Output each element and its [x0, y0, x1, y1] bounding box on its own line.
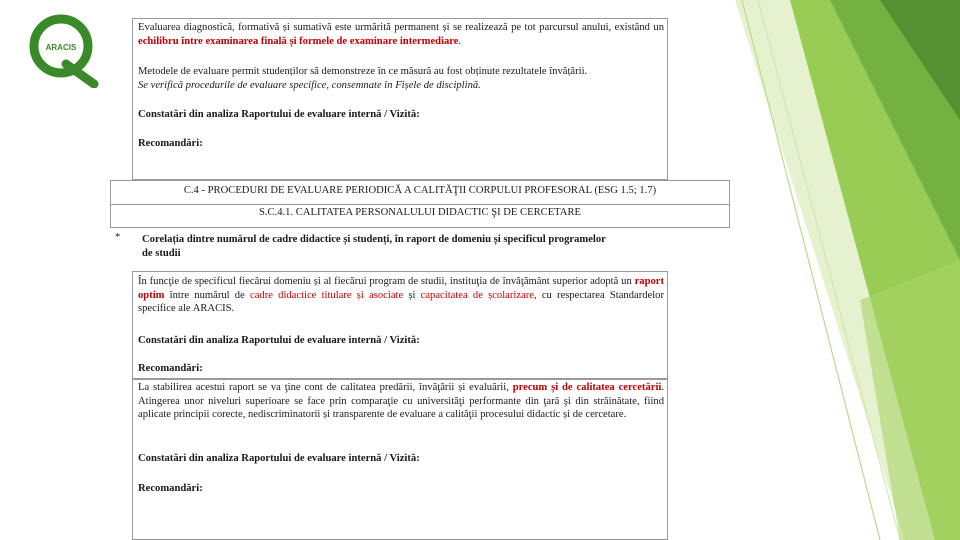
section3-text-a: La stabilirea acestui raport se va ţine cont de calitatea predării, învăţării și evaluării,: [138, 382, 513, 393]
section1-text-a: Evaluarea diagnostică, formativă și sumativă este urmărită permanent și se realizează pe tot parcursul anului, existând un: [138, 22, 664, 33]
section3-highlight: precum și de calitatea cercetării: [512, 382, 662, 393]
section2-text-g: , cu respectarea Standardelor specifice ale ARACIS.: [138, 289, 664, 314]
section3-constatari: Constatări din analiza Raportului de evaluare internă / Vizită:: [138, 453, 420, 464]
section2-text-a: În funcţie de specificul fiecărui domeniu și al fiecărui program de studii, instituţia de învăţământ superior adoptă un: [138, 276, 635, 287]
indicator-bullet: *: [115, 232, 121, 243]
section1-paragraph1: [138, 21, 664, 48]
section1-methods-text: Metodele de evaluare permit studenților să demonstreze în ce măsură au fost obținute rezultatele învățării.: [138, 66, 588, 77]
indicator-title: Corelația dintre numărul de cadre didactice și studenți, în raport de domeniu și specificul programelor de studii: [142, 234, 606, 259]
section2-recomandari: Recomandări:: [138, 363, 203, 374]
section3-paragraph: [138, 381, 664, 422]
logo-text: ARACIS: [45, 43, 77, 52]
section1-paragraph2: [138, 65, 664, 92]
section3-text-c: . Atingerea unor niveluri superioare se face prin comparaţie cu universităţi performante din ţară şi din străinătate, fiind aplicate principii corecte, nediscriminatorii și transparente de evaluare a calităţii procesului didactic și de cercetare.: [138, 382, 664, 420]
section3-recomandari: Recomandări:: [138, 483, 203, 494]
section1-recomandari: Recomandări:: [138, 138, 203, 149]
section2-text-e: și: [403, 289, 421, 301]
section2-raport-optim: raport optim: [138, 276, 664, 301]
section2-paragraph: [138, 275, 664, 316]
c4-heading: C.4 - PROCEDURI DE EVALUARE PERIODICĂ A CALITĂŢII CORPULUI PROFESORAL (ESG 1.5; 1.7): [183, 185, 657, 196]
section2-constatari: Constatări din analiza Raportului de evaluare internă / Vizită:: [138, 335, 420, 346]
section2-capacitatea: capacitatea de școlarizare: [420, 289, 534, 301]
section1-text-c: .: [458, 35, 462, 47]
section1-constatari: Constatări din analiza Raportului de evaluare internă / Vizită:: [138, 109, 420, 120]
section2-cadre-didactice: cadre didactice titulare și asociate: [250, 289, 404, 301]
aracis-logo: [28, 12, 100, 88]
sc41-heading: S.C.4.1. CALITATEA PERSONALULUI DIDACTIC ŞI DE CERCETARE: [258, 207, 581, 218]
document-table: [110, 18, 730, 540]
section1-procedures-text: Se verifică procedurile de evaluare specifice, consemnate în Fișele de disciplină.: [138, 79, 481, 91]
section1-highlight: echilibru între examinarea finală și formele de examinare intermediare: [138, 35, 459, 47]
section2-text-c: între numărul de: [164, 289, 251, 301]
